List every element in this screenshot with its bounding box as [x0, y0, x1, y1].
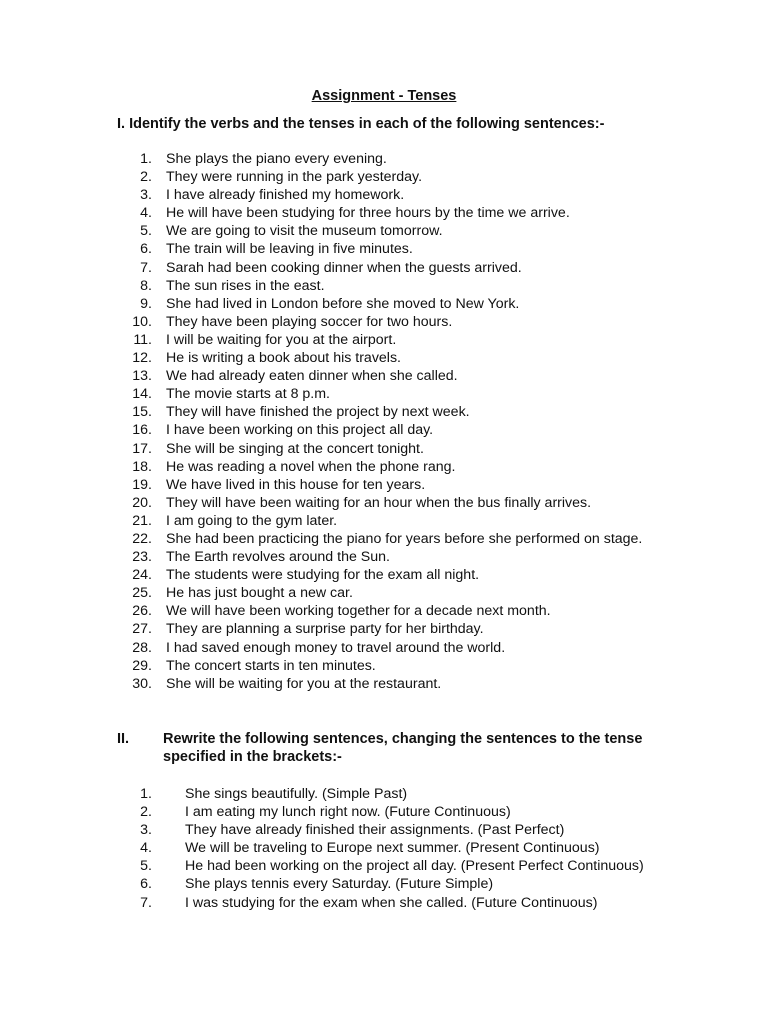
- item-text: She plays tennis every Saturday. (Future Simple): [185, 876, 494, 893]
- item-number: 3.: [140, 187, 152, 204]
- list-item: [0, 421, 768, 439]
- item-text: They are planning a surprise party for her birthday.: [166, 621, 484, 638]
- item-text: The movie starts at 8 p.m.: [166, 386, 331, 403]
- item-number: 1.: [140, 151, 152, 167]
- item-number: 15.: [132, 404, 152, 421]
- list-item: [0, 476, 768, 494]
- item-number: 27.: [132, 621, 152, 638]
- item-number: 4.: [140, 205, 152, 222]
- item-text: I have been working on this project all day.: [166, 422, 434, 439]
- item-text: They will have finished the project by next week.: [166, 404, 470, 421]
- page-title: Assignment - Tenses: [311, 88, 457, 104]
- item-text: I will be waiting for you at the airport.: [166, 331, 397, 348]
- item-text: They have already finished their assignments. (Past Perfect): [185, 822, 565, 839]
- item-text: The students were studying for the exam all night.: [166, 567, 480, 584]
- item-number: 16.: [132, 422, 152, 439]
- section-2-heading: [117, 730, 697, 766]
- list-item: [0, 349, 768, 367]
- list-item: [0, 331, 768, 349]
- item-text: They will have been waiting for an hour when the bus finally arrives.: [166, 494, 592, 511]
- list-item: [0, 512, 768, 530]
- section-1-list: [0, 150, 768, 693]
- item-text: She plays the piano every evening.: [166, 151, 387, 167]
- list-item: [0, 440, 768, 458]
- item-number: 4.: [140, 840, 152, 857]
- item-text: The concert starts in ten minutes.: [166, 657, 376, 674]
- item-text: We will have been working together for a decade next month.: [166, 603, 551, 620]
- item-text: We are going to visit the museum tomorrow.: [166, 223, 443, 240]
- item-number: 9.: [140, 295, 152, 312]
- item-number: 5.: [140, 858, 152, 875]
- item-number: 24.: [132, 567, 152, 584]
- item-number: 3.: [140, 822, 152, 839]
- item-text: The sun rises in the east.: [166, 277, 325, 294]
- item-text: They were running in the park yesterday.: [166, 169, 423, 186]
- list-item: [0, 566, 768, 584]
- list-item: [0, 403, 768, 421]
- item-text: I was studying for the exam when she called. (Future Continuous): [185, 894, 598, 911]
- item-number: 30.: [132, 675, 152, 692]
- list-item: [0, 277, 768, 295]
- list-item: [0, 150, 768, 168]
- list-item: [0, 620, 768, 638]
- item-number: 19.: [132, 476, 152, 493]
- item-text: I am going to the gym later.: [166, 512, 338, 529]
- section-1-heading: I. Identify the verbs and the tenses in each of the following sentences:-: [117, 116, 605, 132]
- item-number: 2.: [140, 169, 152, 186]
- item-number: 17.: [132, 440, 152, 457]
- list-item: [0, 602, 768, 620]
- list-item: [0, 675, 768, 693]
- list-item: [0, 222, 768, 240]
- list-item: [0, 186, 768, 204]
- list-item: [0, 259, 768, 277]
- item-number: 6.: [140, 876, 152, 893]
- item-number: 25.: [132, 585, 152, 602]
- item-text: She will be singing at the concert tonight.: [166, 440, 424, 457]
- item-number: 1.: [140, 786, 152, 802]
- item-text: I have already finished my homework.: [166, 187, 405, 204]
- item-text: They have been playing soccer for two hours.: [166, 313, 453, 330]
- item-number: 11.: [133, 331, 152, 348]
- list-item: [0, 548, 768, 566]
- item-text: We have lived in this house for ten years.: [166, 476, 426, 493]
- item-number: 18.: [132, 458, 152, 475]
- list-item: [0, 785, 768, 803]
- item-number: 12.: [132, 350, 152, 367]
- item-text: The train will be leaving in five minutes.: [166, 241, 413, 258]
- list-item: [0, 639, 768, 657]
- list-item: [0, 584, 768, 602]
- list-item: [0, 168, 768, 186]
- list-item: [0, 313, 768, 331]
- item-text: We had already eaten dinner when she called.: [166, 368, 458, 385]
- item-number: 13.: [132, 368, 152, 385]
- item-text: She had lived in London before she moved to New York.: [166, 295, 520, 312]
- item-text: He was reading a novel when the phone rang.: [166, 458, 456, 475]
- list-item: [0, 204, 768, 222]
- item-number: 21.: [132, 512, 152, 529]
- item-text: The Earth revolves around the Sun.: [166, 549, 390, 566]
- list-item: [0, 458, 768, 476]
- item-number: 28.: [132, 639, 152, 656]
- list-item: [0, 367, 768, 385]
- item-number: 7.: [140, 259, 152, 276]
- section-2-heading-text: Rewrite the following sentences, changing the sentences to the tense specified in the brackets:-: [163, 731, 643, 765]
- list-item: [0, 821, 768, 839]
- list-item: [0, 295, 768, 313]
- list-item: [0, 857, 768, 875]
- section-2-roman-numeral: II.: [117, 731, 130, 747]
- list-item: [0, 839, 768, 857]
- item-number: 2.: [140, 804, 152, 821]
- item-text: He had been working on the project all day. (Present Perfect Continuous): [185, 858, 644, 875]
- list-item: [0, 803, 768, 821]
- item-number: 8.: [140, 277, 152, 294]
- item-text: I had saved enough money to travel around the world.: [166, 639, 506, 656]
- list-item: [0, 240, 768, 258]
- item-number: 5.: [140, 223, 152, 240]
- list-item: [0, 530, 768, 548]
- item-text: He is writing a book about his travels.: [166, 350, 401, 367]
- list-item: [0, 494, 768, 512]
- item-number: 29.: [132, 657, 152, 674]
- list-item: [0, 875, 768, 893]
- item-text: We will be traveling to Europe next summer. (Present Continuous): [185, 840, 600, 857]
- list-item: [0, 657, 768, 675]
- item-text: He has just bought a new car.: [166, 585, 353, 602]
- list-item: [0, 385, 768, 403]
- item-text: I am eating my lunch right now. (Future Continuous): [185, 804, 511, 821]
- list-item: [0, 894, 768, 912]
- item-text: She sings beautifully. (Simple Past): [185, 786, 408, 802]
- item-number: 10.: [132, 313, 152, 330]
- item-number: 26.: [132, 603, 152, 620]
- item-number: 14.: [132, 386, 152, 403]
- item-text: He will have been studying for three hours by the time we arrive.: [166, 205, 570, 222]
- item-number: 7.: [140, 894, 152, 911]
- item-text: She will be waiting for you at the restaurant.: [166, 675, 442, 692]
- section-2-list: [0, 785, 768, 912]
- item-text: Sarah had been cooking dinner when the guests arrived.: [166, 259, 522, 276]
- item-number: 20.: [132, 494, 152, 511]
- item-number: 23.: [132, 549, 152, 566]
- item-number: 22.: [132, 530, 152, 547]
- item-text: She had been practicing the piano for years before she performed on stage.: [166, 530, 643, 547]
- item-number: 6.: [140, 241, 152, 258]
